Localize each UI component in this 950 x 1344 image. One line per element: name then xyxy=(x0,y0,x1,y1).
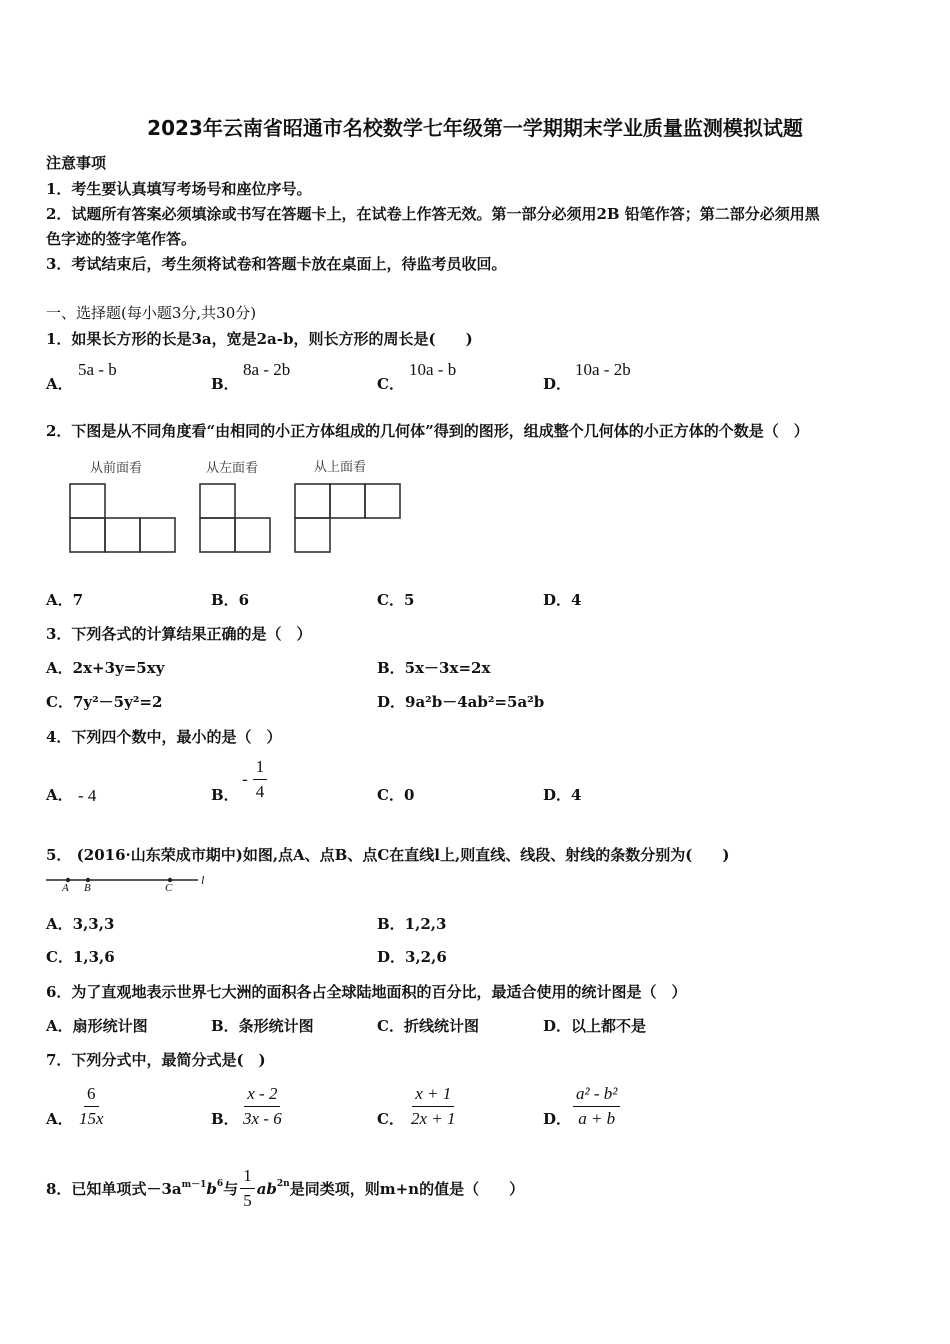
q1-label-c: C． xyxy=(377,375,404,393)
q4-label-a: A． xyxy=(46,786,73,804)
q7-fraction-b xyxy=(240,1084,285,1129)
q7-label-b: B． xyxy=(211,1110,239,1128)
q7-fraction-a xyxy=(76,1084,107,1129)
q2-views-figure xyxy=(66,478,426,558)
q4-stem: 4．下列四个数中，最小的是（ ） xyxy=(46,728,282,746)
q6-option-c: C．折线统计图 xyxy=(377,1017,479,1035)
q5-point-b: B xyxy=(84,882,91,894)
q4-option-a: - 4 xyxy=(78,786,97,805)
q2-option-b: B．6 xyxy=(211,591,250,609)
q7-fraction-c xyxy=(408,1084,459,1129)
q1-option-b: 8a - 2b xyxy=(243,360,291,379)
q8-prefix: 8．已知单项式－3a xyxy=(46,1180,182,1198)
q7-b-numerator: x - 2 xyxy=(244,1084,280,1107)
q1-label-d: D． xyxy=(543,375,572,393)
q1-stem: 1．如果长方形的长是3a，宽是2a-b，则长方形的周长是( ) xyxy=(46,330,473,348)
q4-b-sign: - xyxy=(242,769,248,789)
q4-option-d: D．4 xyxy=(543,786,582,804)
q4-option-b xyxy=(242,757,267,802)
q4-b-fraction xyxy=(253,757,268,802)
q6-option-b: B．条形统计图 xyxy=(211,1017,314,1035)
q6-option-d: D．以上都不是 xyxy=(543,1017,647,1035)
q5-line-figure xyxy=(44,870,224,896)
q5-option-c: C．1,3,6 xyxy=(46,948,115,966)
q8-denominator: 5 xyxy=(243,1191,252,1210)
q5-stem: 5． (2016·山东荣成市期中)如图,点A、点B、点C在直线l上,则直线、线段、射线的条数分别为( ) xyxy=(46,846,730,864)
q2-view-front-label: 从前面看 xyxy=(90,461,143,476)
q5-option-a: A．3,3,3 xyxy=(46,915,115,933)
q7-b-denominator: 3x - 6 xyxy=(243,1109,282,1128)
q2-option-c: C．5 xyxy=(377,591,415,609)
q5-point-c: C xyxy=(165,882,173,894)
q1-option-a: 5a - b xyxy=(78,360,117,379)
q7-a-denominator: 15x xyxy=(79,1109,104,1128)
q3-option-b: B．5x－3x=2x xyxy=(377,659,491,677)
notice-item-2-cont: 色字迹的签字笔作答。 xyxy=(46,230,197,248)
q8-var-ab: ab xyxy=(256,1179,277,1198)
q7-a-numerator: 6 xyxy=(84,1084,99,1107)
q8-fraction xyxy=(240,1166,255,1211)
q1-label-b: B． xyxy=(211,375,239,393)
q4-b-numerator: 1 xyxy=(253,757,268,780)
page-title: 2023年云南省昭通市名校数学七年级第一学期期末学业质量监测模拟试题 xyxy=(147,116,803,140)
q2-option-a: A．7 xyxy=(46,591,84,609)
q8-stem xyxy=(46,1166,524,1211)
q7-c-denominator: 2x + 1 xyxy=(411,1109,456,1128)
q3-stem: 3．下列各式的计算结果正确的是（ ） xyxy=(46,625,312,643)
q8-and: 与 xyxy=(223,1180,239,1198)
q3-option-a: A．2x+3y=5xy xyxy=(46,659,165,677)
q7-fraction-d xyxy=(573,1084,620,1129)
q6-stem: 6．为了直观地表示世界七大洲的面积各占全球陆地面积的百分比，最适合使用的统计图是（ ） xyxy=(46,983,687,1001)
q7-label-c: C． xyxy=(377,1110,404,1128)
notice-item-3: 3．考试结束后，考生须将试卷和答题卡放在桌面上，待监考员收回。 xyxy=(46,255,507,273)
q1-option-c: 10a - b xyxy=(409,360,457,379)
section-heading: 一、选择题(每小题3分,共30分) xyxy=(46,304,257,322)
notice-item-1: 1．考生要认真填写考场号和座位序号。 xyxy=(46,180,312,198)
q8-exp-2n: 2n xyxy=(276,1178,290,1189)
q8-exp-6: 6 xyxy=(216,1178,224,1189)
q1-label-a: A． xyxy=(46,375,73,393)
q4-option-c: C．0 xyxy=(377,786,415,804)
q7-d-numerator: a² - b² xyxy=(573,1084,620,1107)
q3-option-d: D．9a²b－4ab²=5a²b xyxy=(377,693,545,711)
notice-heading: 注意事项 xyxy=(46,154,107,172)
q7-stem: 7．下列分式中，最简分式是( ) xyxy=(46,1051,266,1069)
q7-d-denominator: a + b xyxy=(578,1109,616,1128)
q7-label-a: A． xyxy=(46,1110,73,1128)
q5-line-label: l xyxy=(201,873,205,887)
notice-item-2: 2．试题所有答案必须填涂或书写在答题卡上，在试卷上作答无效。第一部分必须用2B 铅笔作答；第二部分必须用黑 xyxy=(46,205,820,223)
q5-option-d: D．3,2,6 xyxy=(377,948,447,966)
q8-numerator: 1 xyxy=(240,1166,255,1189)
q8-suffix: 是同类项，则m+n的值是（ ） xyxy=(289,1180,525,1198)
q1-option-d: 10a - 2b xyxy=(575,360,631,379)
q3-option-c: C．7y²－5y²=2 xyxy=(46,693,163,711)
q7-label-d: D． xyxy=(543,1110,572,1128)
q6-option-a: A．扇形统计图 xyxy=(46,1017,148,1035)
q2-stem: 2．下图是从不同角度看“由相同的小正方体组成的几何体”得到的图形，组成整个几何体的小正方体的个数是（ ） xyxy=(46,422,809,440)
q5-point-a: A xyxy=(62,882,69,894)
q8-exp-m: m－1 xyxy=(181,1180,207,1190)
q4-label-b: B． xyxy=(211,786,239,804)
q2-view-top-label: 从上面看 xyxy=(314,460,367,475)
q2-option-d: D．4 xyxy=(543,591,582,609)
q8-var-b: b xyxy=(206,1179,217,1198)
q7-c-numerator: x + 1 xyxy=(412,1084,454,1107)
q4-b-denominator: 4 xyxy=(255,782,265,801)
q5-option-b: B．1,2,3 xyxy=(377,915,447,933)
q2-view-left-label: 从左面看 xyxy=(206,461,259,476)
